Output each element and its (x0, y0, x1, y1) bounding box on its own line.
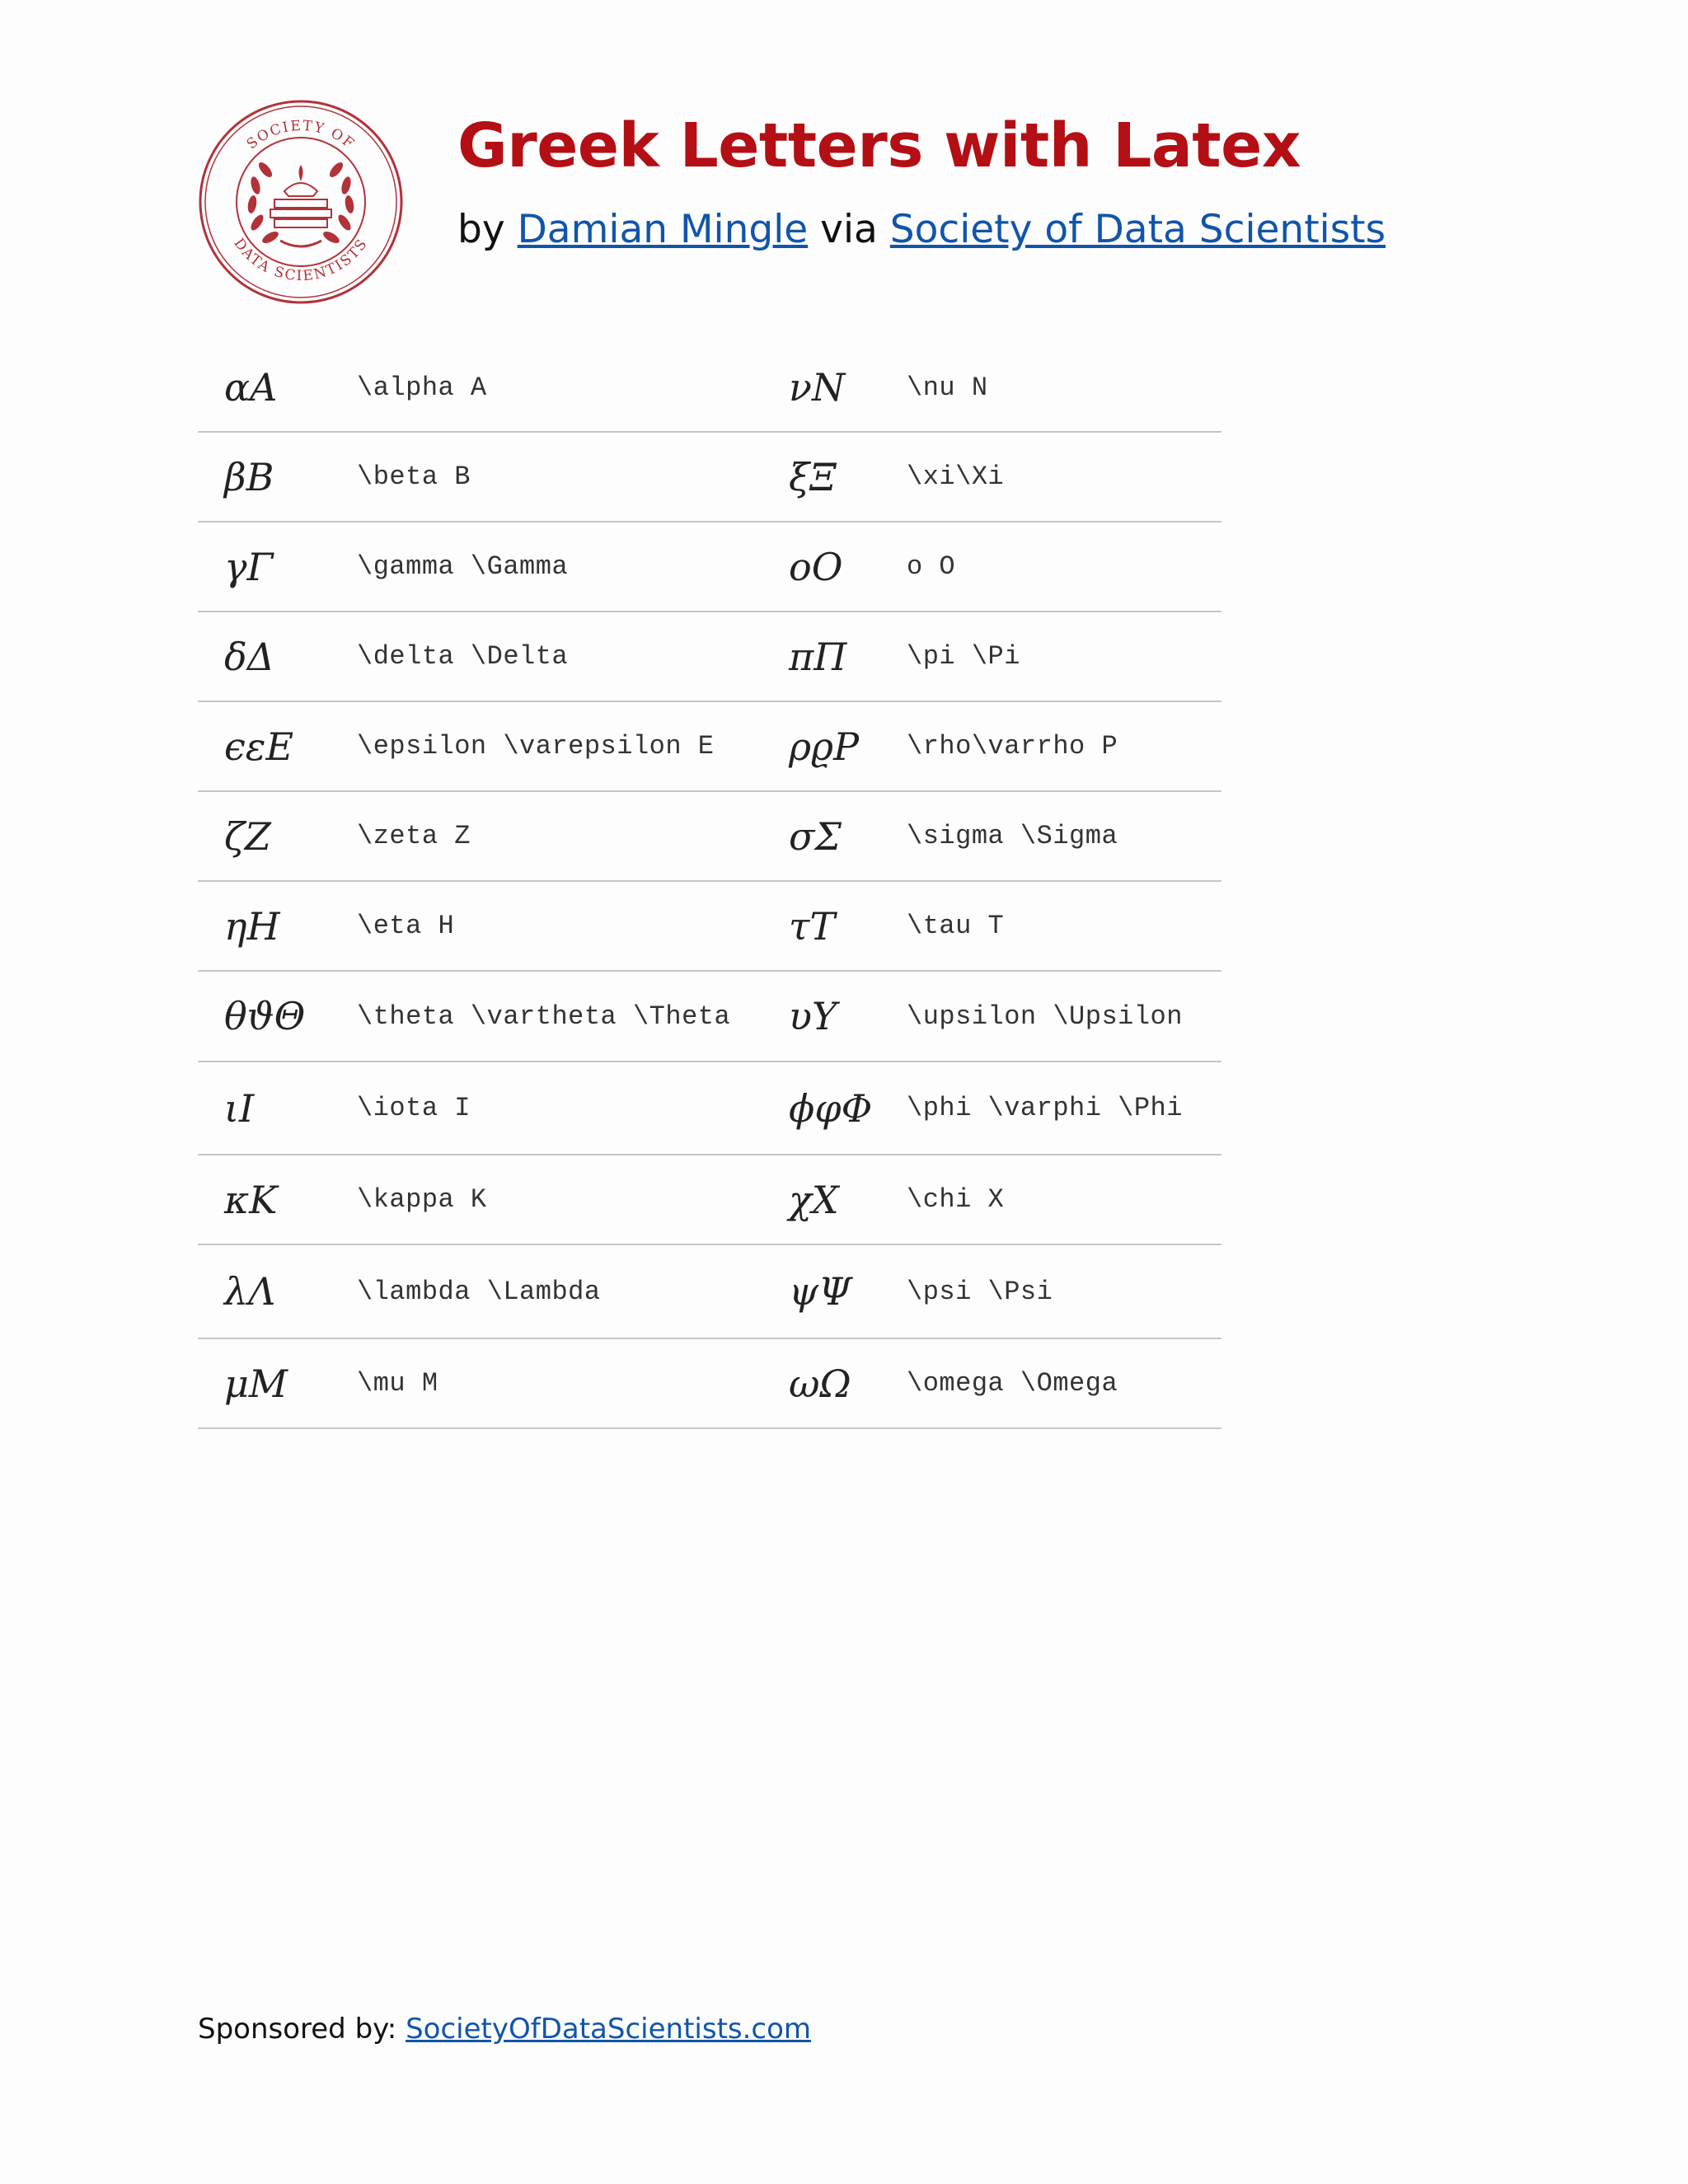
right-command: \phi \varphi \Phi (907, 1093, 1183, 1123)
right-symbol: ϕφΦ (789, 1085, 873, 1131)
left-symbol: μM (224, 1361, 288, 1406)
sponsor-footer (198, 2013, 811, 2046)
sponsor-label: Sponsored by: (198, 2013, 397, 2046)
table-row (198, 882, 1221, 972)
left-symbol: ιI (224, 1085, 255, 1131)
right-symbol: ψΨ (789, 1269, 852, 1314)
left-command: \zeta Z (357, 821, 471, 851)
left-symbol: θϑΘ (224, 994, 306, 1038)
left-symbol: αA (224, 365, 278, 410)
table-row (198, 344, 1221, 433)
page-title: Greek Letters with Latex (457, 110, 1301, 181)
table-row (198, 1062, 1221, 1155)
left-command: \beta B (357, 462, 471, 492)
right-command: \xi\Xi (907, 462, 1005, 492)
table-row (198, 1155, 1221, 1245)
right-symbol: ρϱP (789, 724, 860, 769)
left-symbol: λΛ (224, 1269, 276, 1314)
organization-link[interactable]: Society of Data Scientists (889, 207, 1386, 252)
left-command: \lambda \Lambda (357, 1276, 601, 1307)
right-command: \sigma \Sigma (907, 821, 1118, 851)
table-row (198, 523, 1221, 612)
right-symbol: ωΩ (789, 1361, 851, 1406)
seal-icon (198, 99, 404, 305)
right-command: o O (907, 551, 956, 582)
left-command: \iota I (357, 1093, 471, 1123)
left-command: \mu M (357, 1368, 438, 1399)
right-symbol: ξΞ (789, 454, 837, 499)
svg-text:SOCIETY OF: SOCIETY OF (243, 117, 359, 153)
left-command: \theta \vartheta \Theta (357, 1001, 731, 1032)
byline-via: via (820, 207, 878, 252)
greek-letters-table (198, 344, 1221, 1429)
table-row (198, 612, 1221, 702)
right-symbol: σΣ (789, 813, 842, 859)
table-row (198, 972, 1221, 1062)
society-seal-logo (198, 99, 404, 305)
right-command: \chi X (907, 1184, 1005, 1215)
table-row (198, 1339, 1221, 1429)
left-command: \gamma \Gamma (357, 551, 569, 582)
table-row (198, 433, 1221, 523)
table-row (198, 1245, 1221, 1339)
left-command: \kappa K (357, 1184, 487, 1215)
table-row (198, 792, 1221, 882)
author-link[interactable]: Damian Mingle (517, 207, 809, 252)
left-symbol: γΓ (224, 544, 274, 589)
right-command: \nu N (907, 372, 988, 403)
right-symbol: νN (789, 365, 846, 410)
left-symbol: κK (224, 1177, 278, 1222)
left-symbol: ϵεE (224, 724, 294, 769)
table-row (198, 702, 1221, 792)
right-symbol: χX (789, 1177, 839, 1222)
left-command: \epsilon \varepsilon E (357, 731, 715, 762)
right-command: \tau T (907, 911, 1005, 941)
right-symbol: τT (789, 903, 836, 949)
left-command: \delta \Delta (357, 641, 569, 672)
left-command: \eta H (357, 911, 455, 941)
byline (457, 207, 1386, 252)
right-command: \upsilon \Upsilon (907, 1001, 1183, 1032)
left-command: \alpha A (357, 372, 487, 403)
left-symbol: ηH (224, 903, 280, 949)
right-symbol: υΥ (789, 994, 837, 1038)
right-command: \psi \Psi (907, 1276, 1053, 1307)
sponsor-link[interactable]: SocietyOfDataScientists.com (406, 2013, 812, 2046)
right-command: \rho\varrho P (907, 731, 1118, 762)
byline-prefix: by (457, 207, 505, 252)
right-command: \pi \Pi (907, 641, 1020, 672)
right-symbol: πΠ (789, 634, 847, 679)
left-symbol: βB (224, 454, 274, 499)
right-command: \omega \Omega (907, 1368, 1118, 1399)
left-symbol: ζZ (224, 813, 271, 859)
svg-text:DATA SCIENTISTS: DATA SCIENTISTS (230, 235, 372, 285)
right-symbol: oO (789, 544, 843, 589)
left-symbol: δΔ (224, 634, 274, 679)
